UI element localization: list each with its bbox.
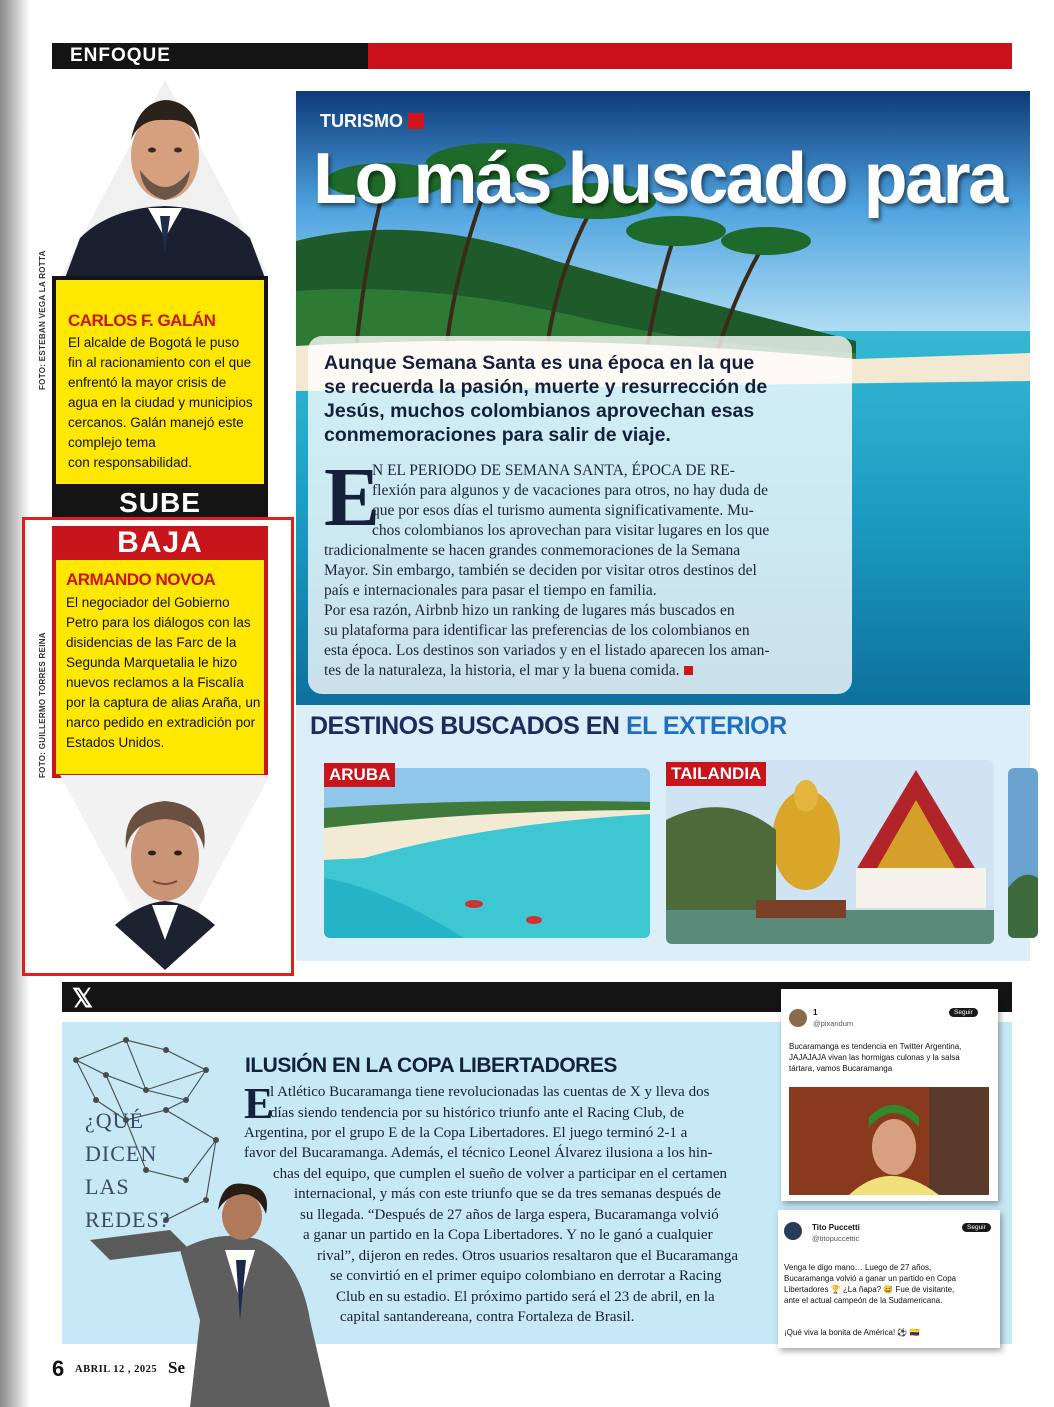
tweet-text: Libertadores 🏆 ¿La ñapa? 😅 Fue de visitante, — [784, 1285, 955, 1294]
tweet-text: ante el actual campeón de la Sudamericana. — [784, 1296, 943, 1305]
body-line: su plataforma para identificar las preferencias de los colombianos en — [324, 622, 750, 639]
x-body-line: días siendo tendencia por su histórico triunfo ante el Racing Club, de — [270, 1105, 685, 1121]
deck-line: conmemoraciones para salir de viaje. — [324, 424, 671, 446]
destinos-title-blue: EL EXTERIOR — [625, 712, 787, 740]
baja-line-5: nuevos reclamos a la Fiscalía — [66, 675, 244, 690]
baja-band: BAJA — [52, 526, 268, 560]
article-deck — [324, 351, 824, 447]
card-label-tailandia: TAILANDIA — [666, 762, 766, 786]
x-body-line: favor del Bucaramanga. Además, el técnico Leonel Álvarez ilusiona a los hin- — [244, 1145, 713, 1161]
tweet-handle: @pixandum — [813, 1019, 854, 1028]
tweet-card-2 — [778, 1210, 1000, 1348]
tweet-media-fan — [789, 1087, 989, 1195]
tweet-text: Venga le digo mano… Luego de 27 años, — [784, 1263, 932, 1272]
baja-line-8: Estados Unidos. — [66, 735, 165, 750]
sube-line-5: cercanos. Galán manejó este — [68, 415, 244, 430]
body-line: tradicionalmente se hacen grandes conmemoraciones de la Semana — [324, 542, 741, 559]
article-headline: Lo más buscado para — [313, 139, 1006, 219]
end-square — [684, 666, 693, 675]
body-line: flexión para algunos y de vacaciones para otros, no hay duda de — [372, 482, 768, 499]
body-line-text: tes de la naturaleza, la historia, el mar y la buena comida. — [324, 662, 680, 679]
deck-line: Aunque Semana Santa es una época en la que — [324, 352, 755, 374]
x-body-line: Club en su estadio. El próximo partido será el 23 de abril, en la — [336, 1289, 715, 1305]
tweet-name: 1 — [813, 1008, 818, 1017]
tweet-text: ¡Qué viva la bonita de América! ⚽ 🇨🇴 — [784, 1328, 920, 1337]
aruba-photo — [324, 768, 650, 938]
photo-credit-sube: FOTO: ESTEBAN VEGA LA ROTTA — [38, 250, 47, 390]
body-line: Mayor. Sin embargo, también se deciden por visitar otros destinos del — [324, 562, 757, 579]
x-body-line: l Atlético Bucaramanga tiene revolucionadas las cuentas de X y lleva dos — [270, 1084, 710, 1100]
body-line: Por esa razón, Airbnb hizo un ranking de lugares más buscados en — [324, 602, 735, 619]
sube-line-7: con responsabilidad. — [68, 455, 192, 470]
baja-line-1: El negociador del Gobierno — [66, 595, 230, 610]
tweet-text: Bucaramanga es tendencia en Twitter Argentina, — [789, 1042, 962, 1051]
sube-line-6: complejo tema — [68, 435, 156, 450]
kicker-square — [408, 113, 424, 129]
follow-button[interactable]: Seguir — [962, 1223, 991, 1232]
x-body-line: Argentina, por el grupo E de la Copa Libertadores. El juego terminó 2-1 a — [244, 1125, 688, 1141]
sube-line-1: El alcalde de Bogotá le puso — [68, 335, 240, 350]
magazine-name: Se — [168, 1358, 185, 1377]
portrait-carlos-galan — [60, 78, 270, 278]
body-line: que por esos días el turismo aumenta significativamente. Mu- — [372, 502, 754, 519]
third-destination-photo — [1008, 768, 1038, 938]
baja-highlight-frame — [22, 517, 294, 976]
baja-line-7: narco pedido en extradición por — [66, 715, 256, 730]
sube-name: CARLOS F. GALÁN — [68, 311, 216, 330]
body-line-last — [324, 661, 693, 681]
destinos-title-dark: DESTINOS BUSCADOS EN — [310, 712, 620, 740]
sube-line-3: enfrentó la mayor crisis de — [68, 375, 227, 390]
deck-line: se recuerda la pasión, muerte y resurrección de — [324, 376, 768, 398]
x-body-line: su llegada. “Después de 27 años de larga espera, Bucaramanga volvió — [300, 1207, 719, 1223]
question-line: ¿QUÉ — [85, 1108, 144, 1133]
page-number: 6 — [52, 1356, 65, 1381]
baja-line-4: Segunda Marquetalia le hizo — [66, 655, 238, 670]
tweet-name: Tito Puccetti — [812, 1223, 860, 1232]
section-label: ENFOQUE — [70, 45, 171, 66]
tweet-avatar — [789, 1009, 807, 1027]
tweet-card-1 — [781, 989, 998, 1201]
sube-line-4: agua en la ciudad y municipios — [68, 395, 253, 410]
body-line: esta época. Los destinos son variados y en el listado aparecen los aman- — [324, 642, 770, 659]
tweet-text: tártara, vamos Bucaramanga — [789, 1064, 893, 1073]
deck-line: Jesús, muchos colombianos aprovechan esas — [324, 400, 755, 422]
x-article-title: ILUSIÓN EN LA COPA LIBERTADORES — [245, 1054, 617, 1077]
x-body-line: a ganar un partido en la Copa Libertadores. Y no le ganó a cualquier — [303, 1227, 713, 1243]
body-line: chos colombianos los aprovechan para visitar lugares en los que — [372, 522, 770, 539]
baja-line-2: Petro para los diálogos con las — [66, 615, 251, 630]
card-label-aruba: ARUBA — [324, 763, 395, 787]
sube-line-2: fin al racionamiento con el que — [68, 355, 252, 370]
x-body-line: se convirtió en el primer equipo colombiano en derrotar a Racing — [330, 1268, 722, 1284]
photo-credit-baja: FOTO: GUILLERMO TORRES REINA — [38, 632, 47, 778]
section-header-red-bar — [368, 43, 1012, 69]
tailandia-photo — [666, 760, 994, 944]
article-kicker: TURISMO — [320, 111, 403, 131]
body-line: N EL PERIODO DE SEMANA SANTA, ÉPOCA DE RE- — [372, 462, 735, 479]
x-body-line: rival”, dijeron en redes. Otros usuarios resaltaron que el Bucaramanga — [317, 1248, 739, 1264]
x-body-line: chas del equipo, que cumplen el sueño de volver a participar en el certamen — [273, 1166, 727, 1182]
baja-line-3: disidencias de las Farc de la — [66, 635, 237, 650]
article-dropcap: E — [324, 451, 381, 544]
x-logo-icon: 𝕏 — [72, 983, 93, 1013]
x-article-dropcap: E — [244, 1079, 274, 1128]
x-body-line: internacional, y más con este triunfo que se da tres semanas después de — [294, 1186, 721, 1202]
baja-name: ARMANDO NOVOA — [66, 570, 216, 589]
tweet-avatar — [784, 1222, 802, 1240]
tweet-text: JAJAJAJA vivan las hormigas culonas y la salsa — [789, 1053, 960, 1062]
question-line: REDES? — [85, 1207, 171, 1232]
follow-button[interactable]: Seguir — [949, 1008, 978, 1017]
x-body-line: capital santandereana, contra Fortaleza de Brasil. — [340, 1309, 635, 1325]
issue-date: ABRIL 12 , 2025 — [75, 1364, 158, 1375]
sube-band: SUBE — [52, 488, 268, 518]
tweet-text: Bucaramanga volvió a ganar un partido en Copa — [784, 1274, 957, 1283]
body-line: país e internacionales para pasar el tiempo en familia. — [324, 582, 657, 599]
baja-line-6: por la captura de alias Araña, un — [66, 695, 261, 710]
question-line: LAS — [85, 1174, 130, 1199]
question-line: DICEN — [85, 1141, 158, 1166]
tweet-handle: @titopuccettic — [812, 1234, 860, 1243]
destinos-title — [310, 712, 787, 741]
